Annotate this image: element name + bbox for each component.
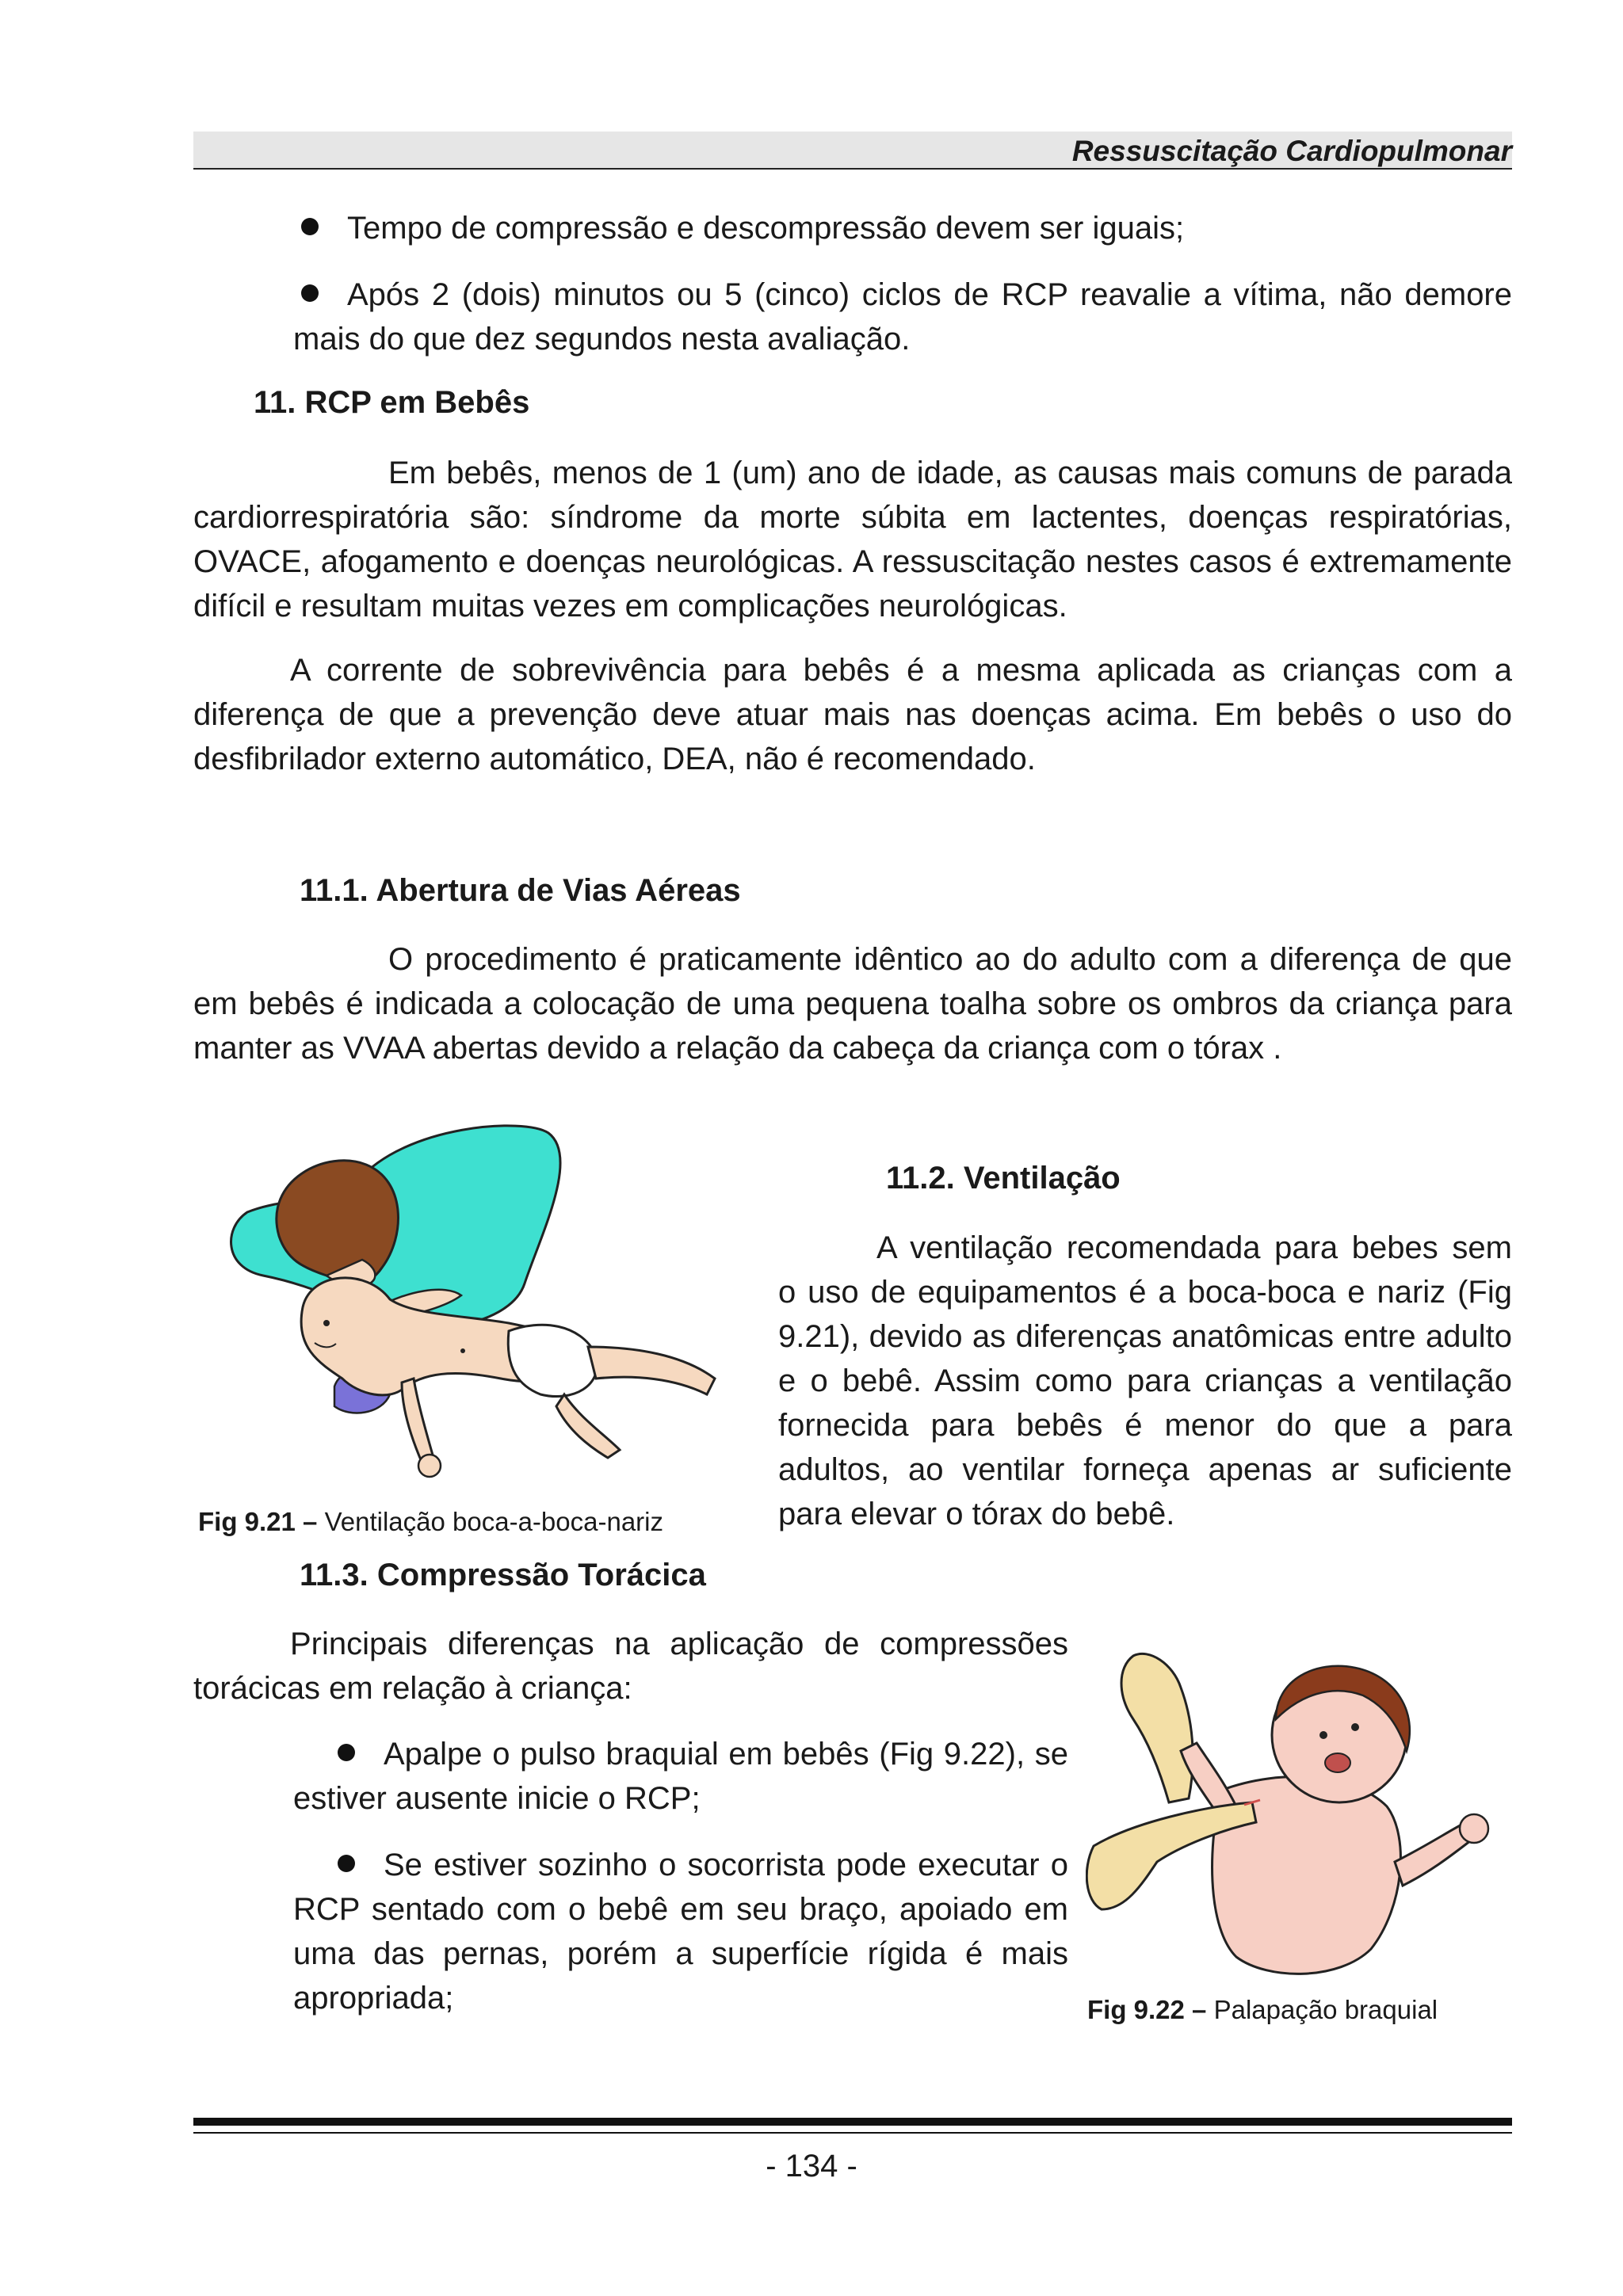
bullet-icon [338, 1855, 355, 1872]
section-heading: 11.1. Abertura de Vias Aéreas [300, 873, 741, 908]
figure-brachial-palpation [1086, 1648, 1490, 1997]
bullet-item: Apalpe o pulso braquial em bebês (Fig 9.22), se estiver ausente inicie o RCP; [293, 1737, 1068, 1816]
figure-caption: Fig 9.22 – Palapação braquial [1087, 1995, 1438, 2024]
section-heading: 11.2. Ventilação [886, 1161, 1121, 1196]
figure-caption: Fig 9.21 – Ventilação boca-a-boca-nariz [198, 1507, 663, 1536]
section-heading: 11.3. Compressão Torácica [300, 1558, 706, 1592]
paragraph: Principais diferenças na aplicação de compressões torácicas em relação à criança: [193, 1627, 1068, 1706]
footer-rule-thin [193, 2132, 1512, 2134]
bullet-icon [301, 284, 319, 302]
section-heading: 11. RCP em Bebês [254, 385, 530, 420]
paragraph: A corrente de sobrevivência para bebês é a mesma aplicada as crianças com a diferença de que a prevenção deve atuar mais nas doenças acima. Em bebês o uso do desfibrilador externo automático, DEA, não é recomendado. [193, 653, 1512, 776]
brachial-palpation-illustration [1086, 1648, 1490, 1997]
bullet-item: Após 2 (dois) minutos ou 5 (cinco) ciclos de RCP reavalie a vítima, não demore mais do que dez segundos nesta avaliação. [293, 277, 1512, 357]
figure-ventilation [208, 1117, 723, 1489]
bullet-item: Se estiver sozinho o socorrista pode executar o RCP sentado com o bebê em seu braço, apoiado em uma das pernas, porém a superfície rígida é mais apropriada; [293, 1848, 1068, 2016]
paragraph: A ventilação recomendada para bebes sem o uso de equipamentos é a boca-boca e nariz (Fig 9.21), devido as diferenças anatômicas entre adulto e o bebê. Assim como para crianças a ventilação fornecida para bebês é menor do que a para adultos, ao ventilar forneça apenas ar suficiente para elevar o tórax do bebê. [778, 1230, 1512, 1531]
bullet-item: Tempo de compressão e descompressão devem ser iguais; [301, 206, 1512, 250]
bullet-icon [338, 1744, 355, 1761]
paragraph: O procedimento é praticamente idêntico ao do adulto com a diferença de que em bebês é indicada a colocação de uma pequena toalha sobre os ombros da criança para manter as VVAA abertas devido a relação da cabeça da criança com o tórax . [193, 942, 1512, 1066]
ventilation-illustration [208, 1117, 723, 1489]
running-header-title: Ressuscitação Cardiopulmonar [1071, 135, 1512, 167]
bullet-icon [301, 218, 319, 235]
paragraph: Em bebês, menos de 1 (um) ano de idade, as causas mais comuns de parada cardiorrespiratória são: síndrome da morte súbita em lactentes, doenças respiratórias, OVACE, afogamento e doenças neurológicas. A ressuscitação nestes casos é extremamente difícil e resultam muitas vezes em complicações neurológicas. [193, 456, 1512, 624]
page-number: - 134 - [766, 2149, 857, 2183]
footer-rule [193, 2118, 1512, 2126]
